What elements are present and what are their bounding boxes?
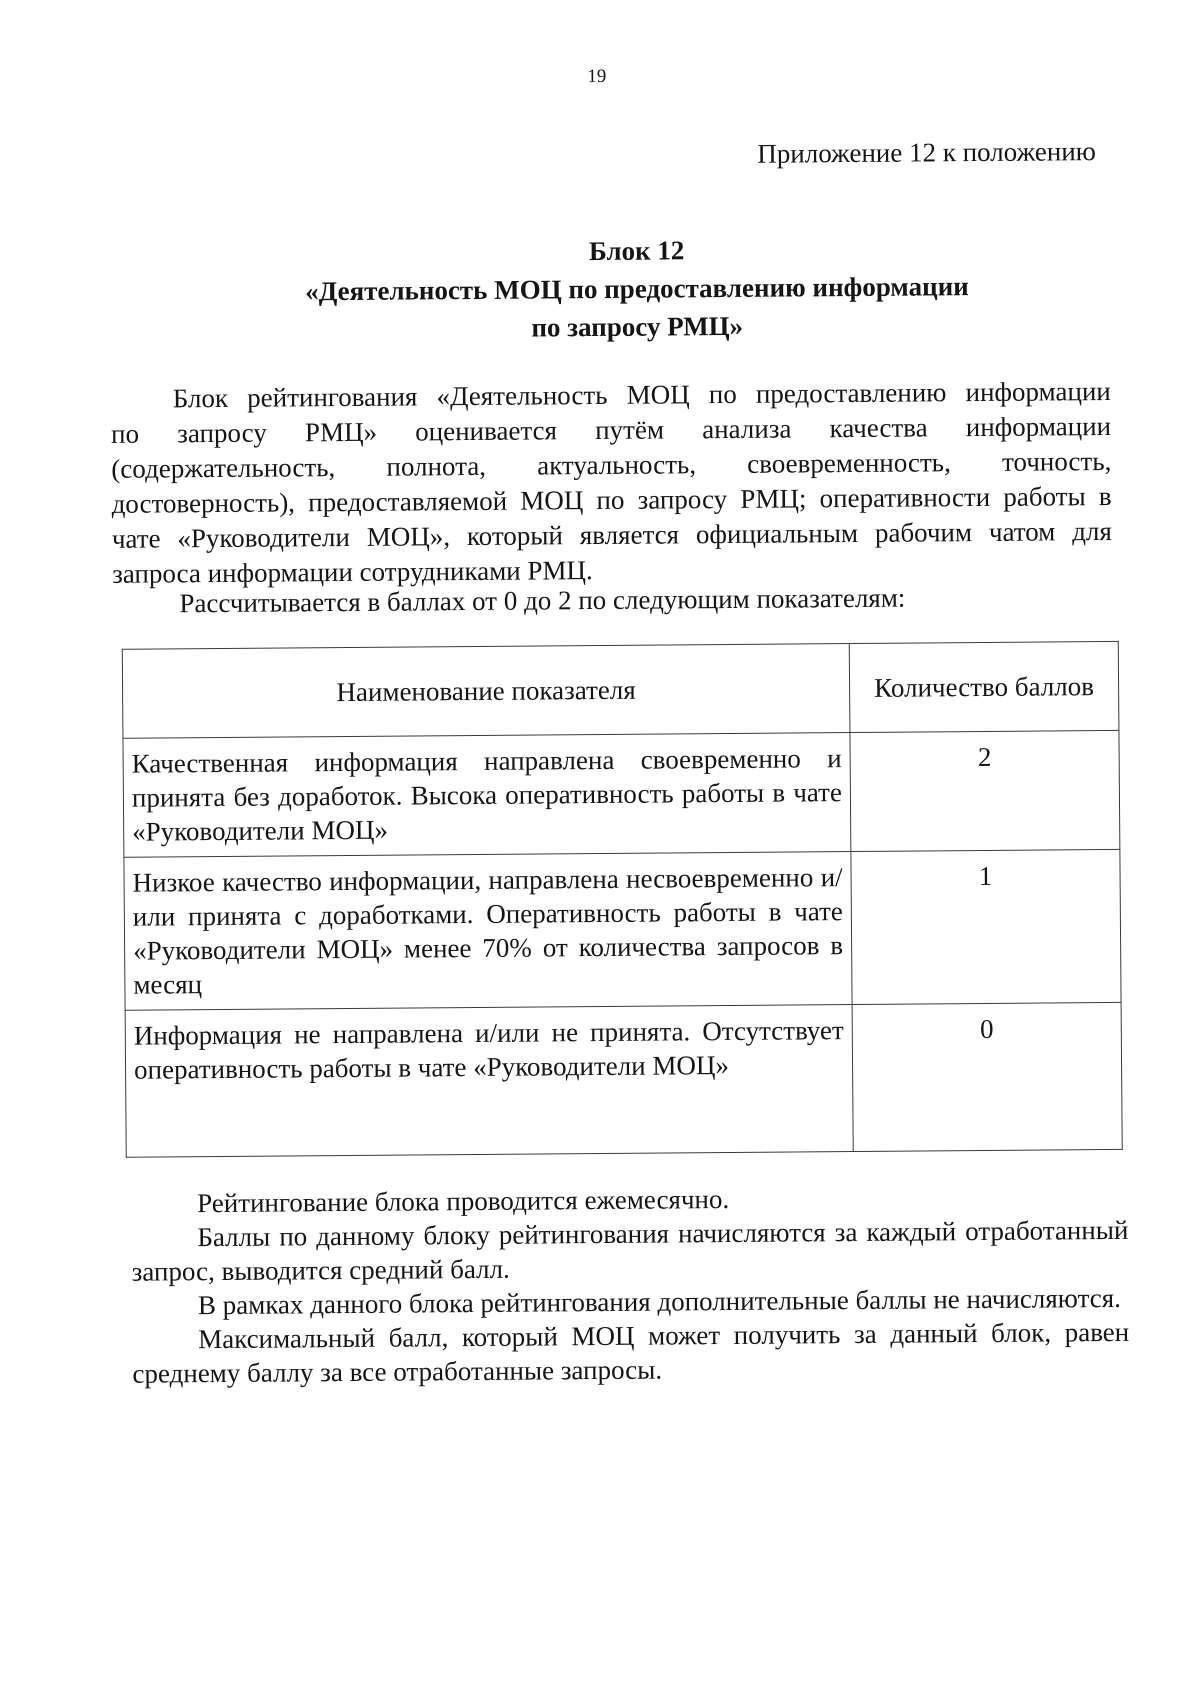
intro-paragraph [111,374,1113,592]
indicator-description: Качественная информация направлена своевременно и принята без доработок. Высока оперативность работы в чате «Руководители МОЦ» [123,733,851,858]
closing-paragraph: Баллы по данному блоку рейтингования начисляются за каждый отработанный запрос, выводится средний балл. [131,1214,1129,1287]
table-row [124,849,1121,1010]
header-indicator-name: Наименование показателя [122,644,850,739]
intro-line: запроса информации сотрудниками РМЦ. [112,555,593,589]
block-title-name-line2: по запросу РМЦ» [531,310,744,343]
closing-paragraph: Рейтингование блока проводится ежемесячно. [197,1184,730,1219]
table-header-row [122,641,1119,738]
block-title-number: Блок 12 [588,235,685,267]
indicator-score: 0 [852,1002,1122,1151]
block-title [0,227,1200,351]
closing-section [131,1179,1130,1391]
indicators-table [122,641,1123,1158]
intro-line: Блок рейтингования «Деятельность МОЦ по предоставлению информации [172,375,1111,414]
indicator-description: Информация не направлена и/или не принята. Отсутствует оперативность работы в чате «Руководители МОЦ» [125,1005,853,1158]
page-number: 19 [587,65,607,88]
indicator-score: 1 [851,849,1121,1004]
block-title-name-line1: «Деятельность МОЦ по предоставлению информации [305,271,969,307]
header-score: Количество баллов [849,641,1119,732]
intro-line: достоверность), предоставляемой МОЦ по запросу РМЦ; оперативности работы в [111,480,1112,519]
table-row [125,1002,1122,1157]
appendix-note: Приложение 12 к положению [757,136,1097,169]
intro-line: чате «Руководители МОЦ», который является официальным рабочим чатом для [111,515,1112,554]
closing-paragraph: Максимальный балл, который МОЦ может получить за данный блок, равен среднему баллу за все отработанные запросы. [132,1316,1130,1389]
closing-paragraph: В рамках данного блока рейтингования дополнительные баллы не начисляются. [197,1282,1121,1321]
intro-line: по запросу РМЦ» оценивается путём анализа качества информации [110,410,1112,449]
indicator-score: 2 [850,730,1120,851]
table-row [123,730,1120,857]
calculation-note: Рассчитывается в баллах от 0 до 2 по следующим показателям: [179,582,906,619]
intro-line: (содержательность, полнота, актуальность, своевременность, точность, [111,445,1112,484]
indicator-description: Низкое качество информации, направлена несвоевременно и/или принята с доработками. Оперативность работы в чате «Руководители МОЦ» менее 70% от количества запросов в месяц [124,852,852,1011]
